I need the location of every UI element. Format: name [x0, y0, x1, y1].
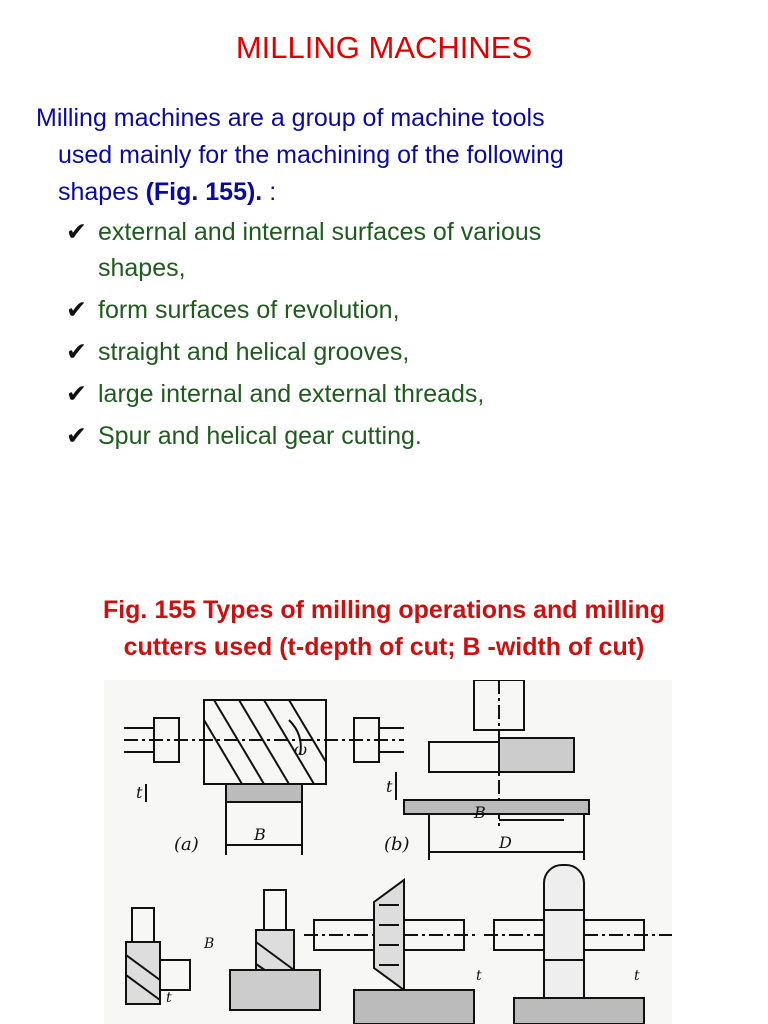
- intro-line-2: used mainly for the machining of the following: [58, 141, 564, 169]
- list-item: [66, 214, 706, 286]
- diagram-b-face-milling: [396, 680, 589, 860]
- list-item: [66, 418, 706, 454]
- list-item-text: large internal and external threads,: [98, 380, 485, 408]
- list-item-text: external and internal surfaces of various: [98, 218, 542, 246]
- label-t-a: t: [136, 783, 143, 802]
- intro-line-3-text: shapes: [58, 178, 146, 206]
- figure-reference: (Fig. 155).: [145, 178, 263, 206]
- label-t-gear: t: [476, 968, 482, 984]
- label-D: D: [499, 833, 512, 852]
- caption-line-2: cutters used (t-depth of cut; B -width of cut): [123, 633, 645, 661]
- intro-line-1: Milling machines are a group of machine tools: [36, 104, 545, 132]
- page-title: MILLING MACHINES: [235, 30, 533, 65]
- check-icon: ✔: [66, 338, 87, 366]
- diagram-end-milling: [126, 890, 320, 1010]
- list-item-text: form surfaces of revolution,: [98, 296, 400, 324]
- check-icon: ✔: [66, 296, 87, 324]
- label-a: (a): [174, 834, 199, 855]
- label-B-end: B: [204, 936, 215, 952]
- label-b: (b): [384, 834, 410, 855]
- intro-line-3: [36, 174, 736, 211]
- label-B-b: B: [474, 803, 486, 822]
- list-item-text-cont: shapes,: [98, 254, 186, 282]
- list-item: [66, 334, 706, 370]
- intro-paragraph: [36, 100, 736, 211]
- list-item: [66, 292, 706, 328]
- check-icon: ✔: [66, 218, 87, 246]
- label-t-b: t: [386, 777, 393, 796]
- label-t-gear2: t: [634, 968, 640, 984]
- list-item: [66, 376, 706, 412]
- milling-diagram: [104, 680, 672, 1024]
- shape-list: [66, 214, 706, 460]
- intro-line-3-colon: :: [262, 178, 277, 206]
- label-t-end: t: [166, 990, 172, 1006]
- diagram-gear-cutting: [304, 865, 672, 1024]
- check-icon: ✔: [66, 380, 87, 408]
- label-B-a: B: [254, 825, 266, 844]
- milling-operations-figure: [104, 680, 672, 1024]
- figure-caption: [20, 592, 748, 666]
- list-item-text: straight and helical grooves,: [98, 338, 410, 366]
- check-icon: ✔: [66, 422, 87, 450]
- label-omega: ω: [294, 740, 308, 759]
- caption-line-1: Fig. 155 Types of milling operations and milling: [102, 596, 666, 624]
- list-item-text: Spur and helical gear cutting.: [98, 422, 422, 450]
